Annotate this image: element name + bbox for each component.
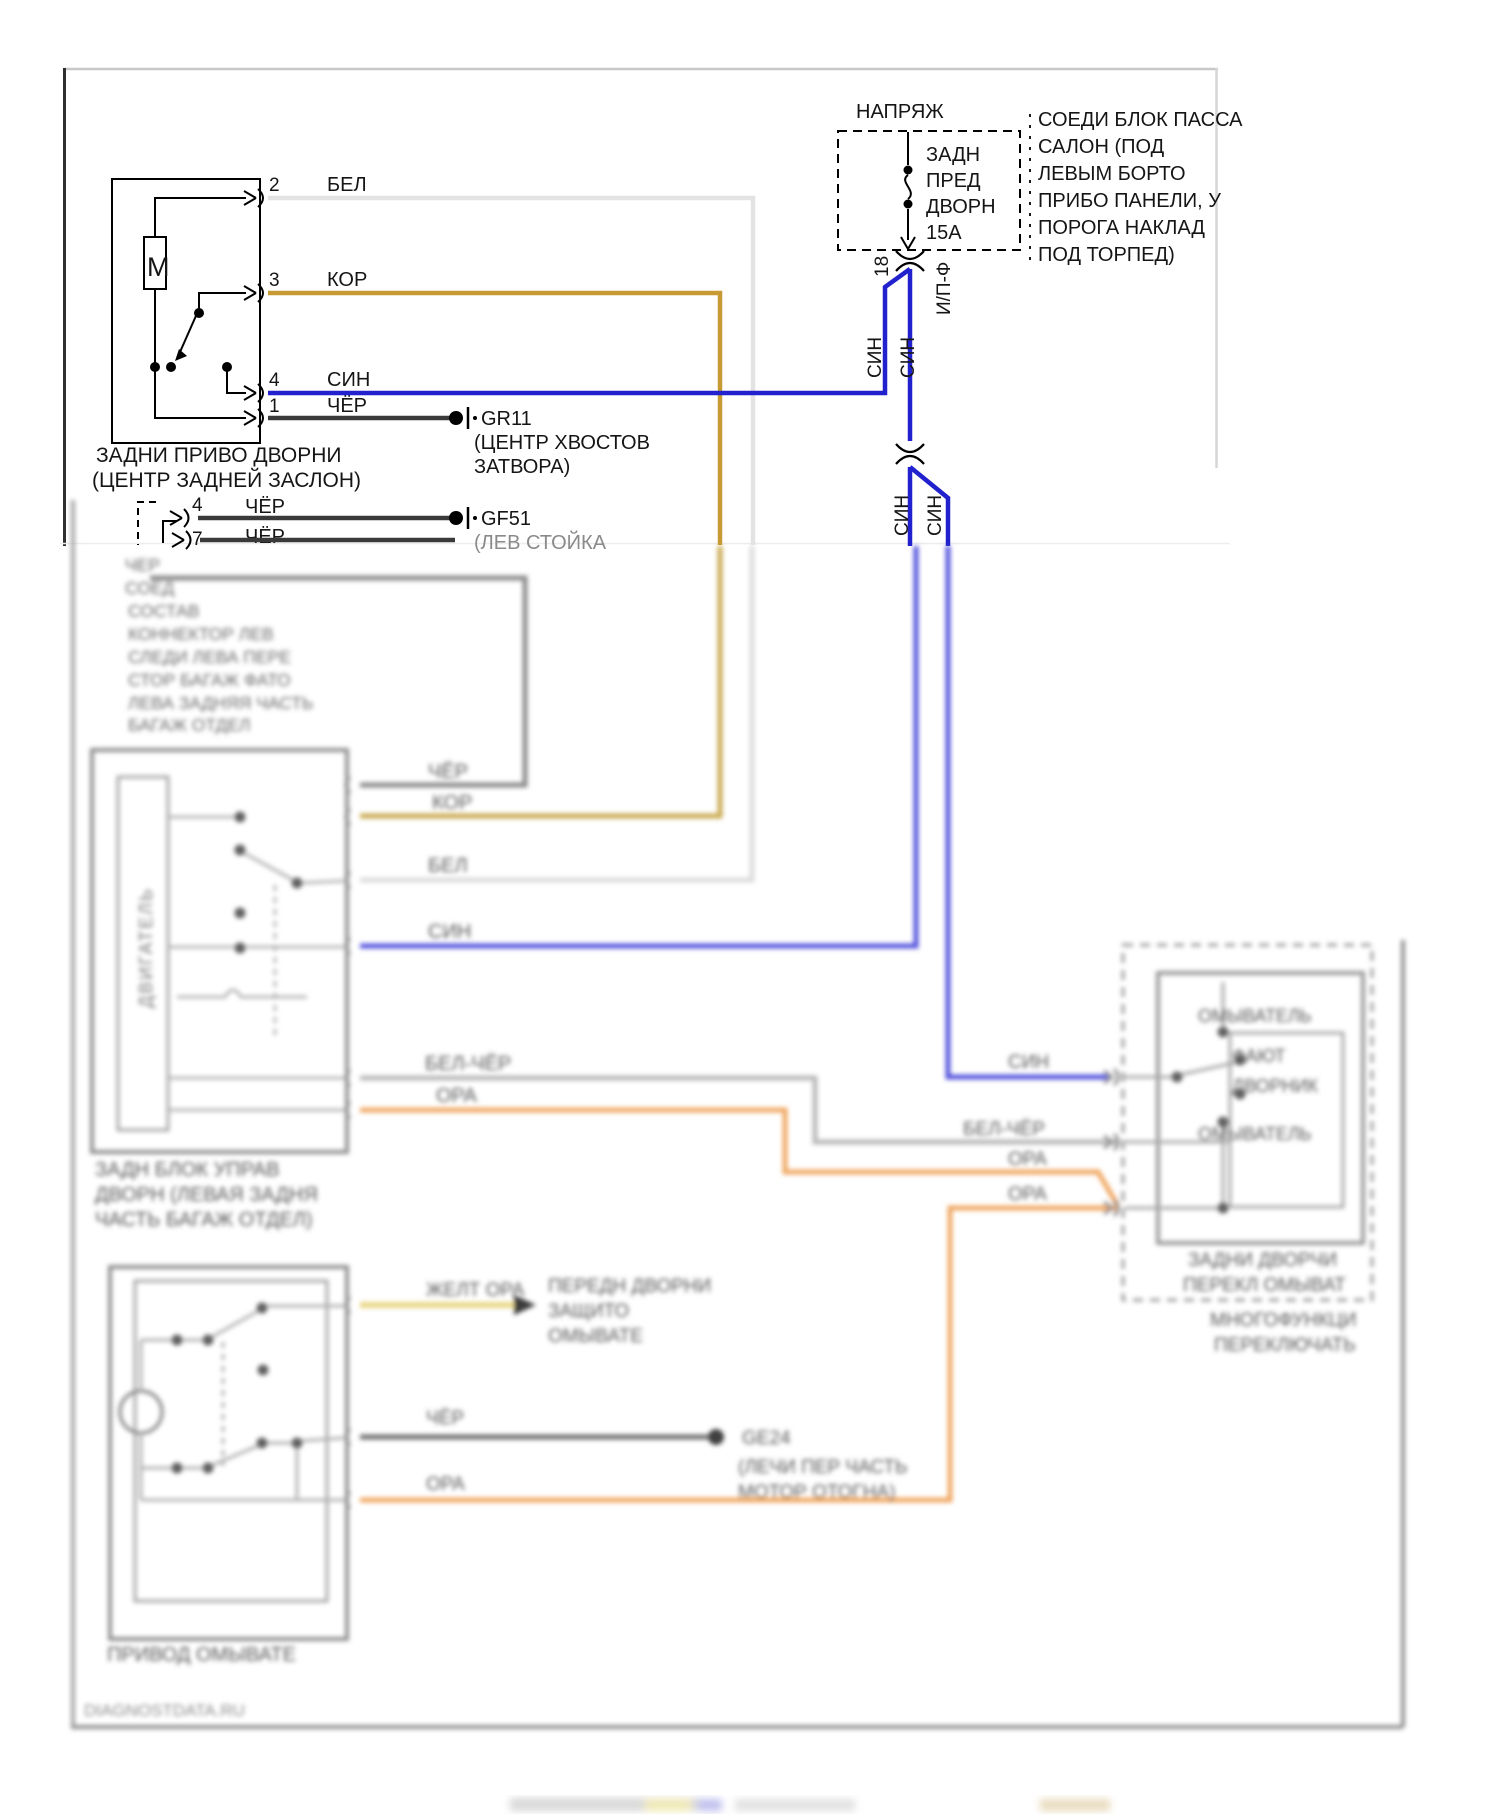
switch-wire-pin3 xyxy=(199,293,246,311)
contact-dot xyxy=(235,812,246,823)
splice-code: GF51 xyxy=(481,508,532,530)
pump-motor-icon xyxy=(120,1391,162,1433)
contact-dot xyxy=(292,878,303,889)
internal-park-contact xyxy=(177,990,307,997)
wire-color-label: ОРА xyxy=(1008,1184,1047,1205)
wire-sin-blue-to-switch xyxy=(948,546,1108,1077)
inline-connector-icon xyxy=(896,444,924,452)
contact-dot xyxy=(235,908,246,919)
splice-desc: (ЛЕЧИ ПЕР ЧАСТЬ xyxy=(738,1457,908,1478)
rear-wiper-motor-box xyxy=(112,179,260,443)
wire-color-label: ЖЕЛТ ОРА xyxy=(426,1280,525,1301)
aux-pin-4-icon xyxy=(170,509,189,527)
wire-color-label: БЕЛ xyxy=(428,855,468,877)
wire-color-label-rotated: СИН xyxy=(898,336,919,378)
aux-pin-7-icon xyxy=(172,531,191,549)
contact-dot xyxy=(166,362,176,372)
washer-pump-box xyxy=(110,1267,347,1639)
splice-dot xyxy=(449,511,463,525)
callout-text: САЛОН (ПОД xyxy=(1038,136,1165,158)
control-box-side-label: ДВИГАТЕЛЬ xyxy=(136,887,156,1008)
wire-color-label: ЧЁР xyxy=(428,761,469,783)
pin-number: 1 xyxy=(269,396,280,417)
internal-switch-arm xyxy=(210,1310,260,1338)
wire-color-label: ЧЁР xyxy=(327,395,368,417)
contact-dot xyxy=(292,1438,303,1449)
contact-dot xyxy=(150,362,160,372)
wire-color-label: СИН xyxy=(327,369,371,391)
contact-dot xyxy=(257,1303,268,1314)
splice-tick xyxy=(473,516,477,520)
wire-color-label: СИН xyxy=(1008,1052,1050,1073)
splice-desc: ЗАТВОРА) xyxy=(474,456,571,478)
contact-dot xyxy=(172,1335,183,1346)
wire-color-label: ЧЁР xyxy=(245,526,286,548)
switch-arm-arrowhead xyxy=(175,349,187,361)
callout-text: СОЕДИ БЛОК ПАССА xyxy=(1038,109,1243,131)
wire-kor-brown-blur xyxy=(360,546,720,816)
motor-wire-top xyxy=(155,198,246,237)
splice-desc: (ЛЕВ СТОЙКА xyxy=(474,532,607,554)
contact-dot xyxy=(1172,1072,1183,1083)
wire-color-label: СИН xyxy=(428,921,472,943)
component-caption: ПЕРЕКЛЮЧАТЬ xyxy=(1214,1335,1356,1356)
fuse-element-icon xyxy=(905,175,911,199)
fuse-terminal-dot xyxy=(904,200,913,209)
switch-position-label: ДВОРНИК xyxy=(1232,1076,1319,1096)
wire-bel-white-blur xyxy=(360,546,752,880)
control-box-internals xyxy=(168,817,344,1110)
washer-box-contacts xyxy=(172,1303,303,1474)
wire-sin-blue-blur xyxy=(360,546,916,946)
note-line: ЧЕР xyxy=(125,555,161,575)
inline-connector-icon xyxy=(896,251,924,259)
control-box-contacts xyxy=(235,812,303,954)
washer-box-internals xyxy=(141,1306,344,1500)
component-caption: ПРИВОД ОМЫВАТЕ xyxy=(107,1644,296,1666)
contact-dot xyxy=(235,845,246,856)
component-caption: ЗАДН БЛОК УПРАВ xyxy=(95,1159,280,1181)
wire-color-label-rotated: СИН xyxy=(865,336,886,378)
smudge xyxy=(1040,1799,1110,1811)
power-title: НАПРЯЖ xyxy=(856,101,944,123)
watermark: DIAGNOSTDATA.RU xyxy=(84,1701,245,1720)
wire-color-label: ОРА xyxy=(426,1474,465,1495)
pin-number-rotated: 18 xyxy=(872,255,893,277)
note-line: БАГАЖ ОТДЕЛ xyxy=(128,715,251,735)
note-line: ЛЕВА ЗАДНЯЯ ЧАСТЬ xyxy=(128,693,314,713)
switch-box-dashed xyxy=(1123,945,1372,1300)
component-caption: МНОГОФУНКЦИ xyxy=(1210,1310,1357,1331)
smudge xyxy=(735,1799,855,1811)
callout-text: ПОРОГА НАКЛАД xyxy=(1038,217,1205,239)
switch-position-label: ОМЫВАТЕЛЬ xyxy=(1198,1006,1312,1026)
splice-dot xyxy=(449,411,463,425)
contact-dot xyxy=(203,1335,214,1346)
internal-line xyxy=(299,881,344,883)
fuse-label: ПРЕД xyxy=(926,170,981,192)
component-caption: ПЕРЕКЛ ОМЫВАТ xyxy=(1183,1275,1346,1296)
wire-color-label: ОРА xyxy=(436,1085,477,1107)
internal-switch-arm xyxy=(242,852,295,881)
splice-dot xyxy=(708,1429,724,1445)
wire-color-label: КОР xyxy=(432,792,473,814)
internal-switch-arm xyxy=(210,1445,260,1466)
wire-color-label: БЕЛ-ЧЁР xyxy=(963,1119,1045,1140)
connector-code-rotated: И/П-Ф xyxy=(934,261,955,315)
component-caption: ЗАДНИ ПРИВО ДВОРНИ xyxy=(96,444,342,467)
smudge xyxy=(645,1799,691,1811)
pin-number: 2 xyxy=(269,175,280,196)
wire-color-label-rotated: СИН xyxy=(925,494,946,536)
component-caption: ДВОРН (ЛЕВАЯ ЗАДНЯ xyxy=(95,1184,318,1206)
fuse-rating: 15А xyxy=(926,222,962,244)
internal-line xyxy=(264,1438,344,1443)
fuse-terminal-dot xyxy=(904,166,913,175)
aux-connector-bracket xyxy=(138,502,156,545)
wire-color-label: БЕЛ-ЧЁР xyxy=(425,1053,512,1075)
wire-color-label: ЧЁР xyxy=(245,496,286,518)
annotation-line: ОМЫВАТЕ xyxy=(548,1326,643,1347)
wire-color-label-rotated: СИН xyxy=(892,494,913,536)
callout-text: ПРИБО ПАНЕЛИ, У xyxy=(1038,190,1221,212)
inline-connector-icon xyxy=(896,456,924,464)
switch-position-label: ОМЫВАТЕЛЬ xyxy=(1198,1124,1312,1144)
note-line: КОННЕКТОР ЛЕВ xyxy=(128,624,274,644)
component-caption: ЗАДНИ ДВОРЧИ xyxy=(1188,1250,1337,1271)
bottom-edge-smudges xyxy=(510,1798,1110,1811)
control-box xyxy=(92,750,347,1152)
annotation-line: ПЕРЕДН ДВОРНИ xyxy=(548,1276,712,1297)
fuse-label: ДВОРН xyxy=(926,196,996,218)
pin-number: 4 xyxy=(269,370,280,391)
sharp-section xyxy=(60,68,1243,554)
motor-letter: М xyxy=(147,252,170,282)
splice-code: GE24 xyxy=(742,1428,791,1449)
callout-text: ЛЕВЫМ БОРТО xyxy=(1038,163,1186,185)
splice-desc: (ЦЕНТР ХВОСТОВ xyxy=(474,432,650,454)
splice-tick xyxy=(473,416,477,420)
contact-dot xyxy=(257,1438,268,1449)
contact-dot xyxy=(1218,1027,1229,1038)
component-caption: ЧАСТЬ БАГАЖ ОТДЕЛ) xyxy=(95,1209,313,1231)
switch-arm xyxy=(180,309,199,352)
wire-color-label: ЧЁР xyxy=(426,1408,465,1429)
smudge xyxy=(698,1799,722,1811)
contact-dot xyxy=(172,1463,183,1474)
note-line: СЛЕДИ ЛЕВА ПЕРЕ xyxy=(128,647,291,667)
callout-text: ПОД ТОРПЕД) xyxy=(1038,244,1175,266)
component-caption: (ЦЕНТР ЗАДНЕЙ ЗАСЛОН) xyxy=(92,469,362,492)
contact-dot xyxy=(203,1463,214,1474)
splice-desc: МОТОР ОТОГНА) xyxy=(738,1482,896,1503)
contact-dot xyxy=(258,1365,269,1376)
wire-color-label: БЕЛ xyxy=(327,174,367,196)
wire-color-label: ОРА xyxy=(1008,1149,1047,1170)
wire-color-label: КОР xyxy=(327,269,368,291)
note-line: СТОР БАГАЖ ФАТО xyxy=(128,670,291,690)
note-line: СОСТАВ xyxy=(128,601,200,621)
pin-number: 4 xyxy=(192,495,203,516)
fuse-label: ЗАДН xyxy=(926,144,981,166)
blurred-section xyxy=(71,500,1403,1728)
splice-code: GR11 xyxy=(481,408,532,430)
switch-position-label: ФАЮТ xyxy=(1232,1046,1286,1066)
contact-dot xyxy=(1218,1203,1229,1214)
note-line: СОЕД xyxy=(125,578,175,598)
annotation-line: ЗАЩИТО xyxy=(548,1301,630,1322)
contact-dot xyxy=(235,943,246,954)
pin-number: 3 xyxy=(269,270,280,291)
pin-number: 7 xyxy=(192,529,203,550)
